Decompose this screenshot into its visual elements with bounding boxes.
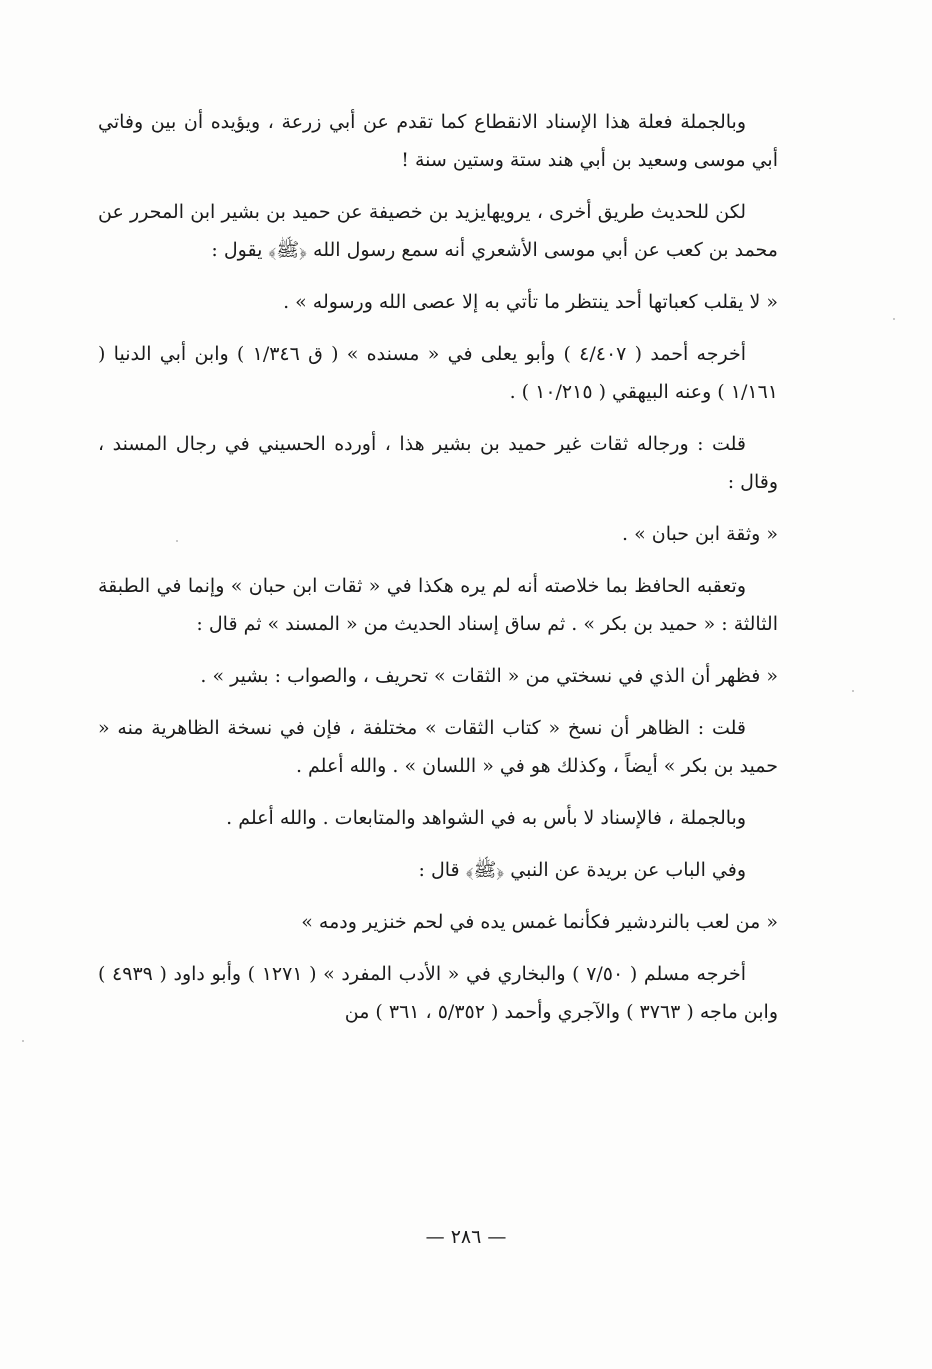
hadith-quote-2: « من لعب بالنردشير فكأنما غمس يده في لحم خنزير ودمه » bbox=[301, 911, 778, 933]
paragraph-1: وبالجملة فعلة هذا الإسناد الانقطاع كما تقدم عن أبي زرعة ، ويؤيده أن بين وفاتي أبي موسى وسعيد بن أبي هند ستة وستين سنة ! bbox=[98, 111, 778, 171]
scan-speck bbox=[893, 318, 895, 320]
paragraph-takhrij-1: أخرجه أحمد ( ٤/٤٠٧ ) وأبو يعلى في « مسنده » ( ق ١/٣٤٦ ) وابن أبي الدنيا ( ١/١٦١ ) وعنه البيهقي ( ١٠/٢١٥ ) . bbox=[98, 343, 778, 403]
paragraph-comment-2: قلت : الظاهر أن نسخ « كتاب الثقات » مختلفة ، فإن في نسخة الظاهرية منه « حميد بن بكر » أيضاً ، وكذلك هو في « اللسان » . والله أعلم . bbox=[98, 717, 778, 777]
paragraph-summary: وبالجملة ، فالإسناد لا بأس به في الشواهد والمتابعات . والله أعلم . bbox=[226, 807, 746, 829]
quote-hafiz: « فظهر أن الذي في نسختي من « الثقات » تحريف ، والصواب : بشير » . bbox=[200, 665, 778, 687]
body-text bbox=[98, 103, 778, 1045]
paragraph-comment-1: قلت : ورجاله ثقات غير حميد بن بشير هذا ، أورده الحسيني في رجال المسند ، وقال : bbox=[98, 433, 778, 493]
hadith-quote-1: « لا يقلب كعباتها أحد ينتظر ما تأتي به إلا عصى الله ورسوله » . bbox=[283, 291, 778, 313]
scan-speck bbox=[176, 540, 178, 542]
paragraph-buraidah: وفي الباب عن بريدة عن النبي ﴿ﷺ﴾ قال : bbox=[418, 859, 746, 881]
paragraph-hafiz: وتعقبه الحافظ بما خلاصته أنه لم يره هكذا في « ثقات ابن حبان » وإنما في الطبقة الثالثة : « حميد بن بكر » . ثم ساق إسناد الحديث من « المسند » ثم قال : bbox=[98, 575, 778, 635]
scan-speck bbox=[22, 1040, 24, 1042]
quote-ibn-hibban: « وثقة ابن حبان » . bbox=[622, 523, 778, 545]
scan-speck bbox=[852, 690, 854, 692]
paragraph-2: لكن للحديث طريق أخرى ، يرويهايزيد بن خصيفة عن حميد بن بشير ابن المحرر عن محمد بن كعب عن أبي موسى الأشعري أنه سمع رسول الله ﴿ﷺ﴾ يقول : bbox=[98, 201, 778, 261]
paragraph-takhrij-2: أخرجه مسلم ( ٧/٥٠ ) والبخاري في « الأدب المفرد » ( ١٢٧١ ) وأبو داود ( ٤٩٣٩ ) وابن ماجه ( ٣٧٦٣ ) والآجري وأحمد ( ٥/٣٥٢ ، ٣٦١ ) من bbox=[98, 963, 778, 1023]
page-number: — ٢٨٦ — bbox=[425, 1226, 507, 1248]
